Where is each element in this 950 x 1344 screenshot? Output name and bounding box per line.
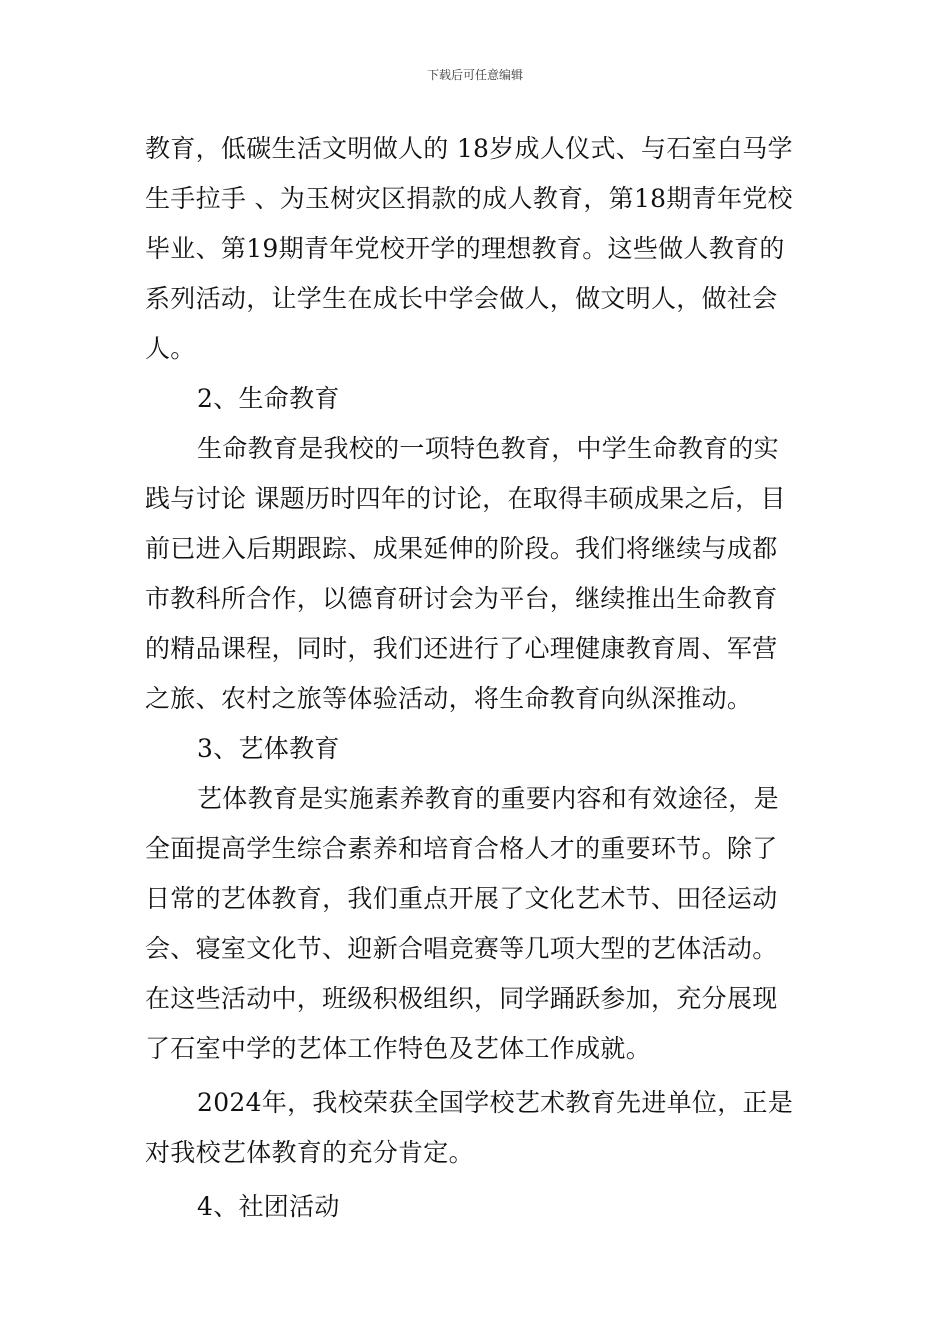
text-line: 市教科所合作，以德育研讨会为平台，继续推出生命教育 — [145, 584, 778, 613]
text-line: 2024年，我校荣获全国学校艺术教育先进单位，正是 — [197, 1088, 794, 1117]
section-heading-arts-sports-education: 3、艺体教育 — [197, 734, 340, 763]
section-heading-life-education: 2、生命教育 — [197, 384, 340, 413]
page-header: 下载后可任意编辑 — [426, 68, 523, 82]
text-line: 的精品课程，同时，我们还进行了心理健康教育周、军营 — [145, 634, 778, 663]
text-line: 会、寝室文化节、迎新合唱竞赛等几项大型的艺体活动。 — [145, 934, 778, 963]
text-line: 生手拉手 、为玉树灾区捐款的成人教育，第18期青年党校 — [145, 184, 793, 213]
text-line: 日常的艺体教育，我们重点开展了文化艺术节、田径运动 — [145, 884, 778, 913]
section-heading-club-activities: 4、社团活动 — [197, 1192, 340, 1221]
text-line: 对我校艺体教育的充分肯定。 — [145, 1138, 474, 1167]
text-line: 在这些活动中，班级积极组织，同学踊跃参加，充分展现 — [145, 984, 778, 1013]
text-line: 艺体教育是实施素养教育的重要内容和有效途径，是 — [197, 784, 779, 813]
document-body — [145, 124, 810, 1232]
text-line: 教育，低碳生活文明做人的 18岁成人仪式、与石室白马学 — [145, 134, 793, 163]
text-line: 人。 — [145, 334, 196, 363]
text-line: 系列活动，让学生在成长中学会做人，做文明人，做社会 — [145, 284, 778, 313]
text-line: 生命教育是我校的一项特色教育，中学生命教育的实 — [197, 434, 779, 463]
text-line: 毕业、第19期青年党校开学的理想教育。这些做人教育的 — [145, 234, 785, 263]
text-line: 了石室中学的艺体工作特色及艺体工作成就。 — [145, 1034, 652, 1063]
text-line: 之旅、农村之旅等体验活动，将生命教育向纵深推动。 — [145, 684, 753, 713]
text-line: 践与讨论 课题历时四年的讨论，在取得丰硕成果之后，目 — [145, 484, 786, 513]
text-line: 全面提高学生综合素养和培育合格人才的重要环节。除了 — [145, 834, 778, 863]
text-line: 前已进入后期跟踪、成果延伸的阶段。我们将继续与成都 — [145, 534, 778, 563]
